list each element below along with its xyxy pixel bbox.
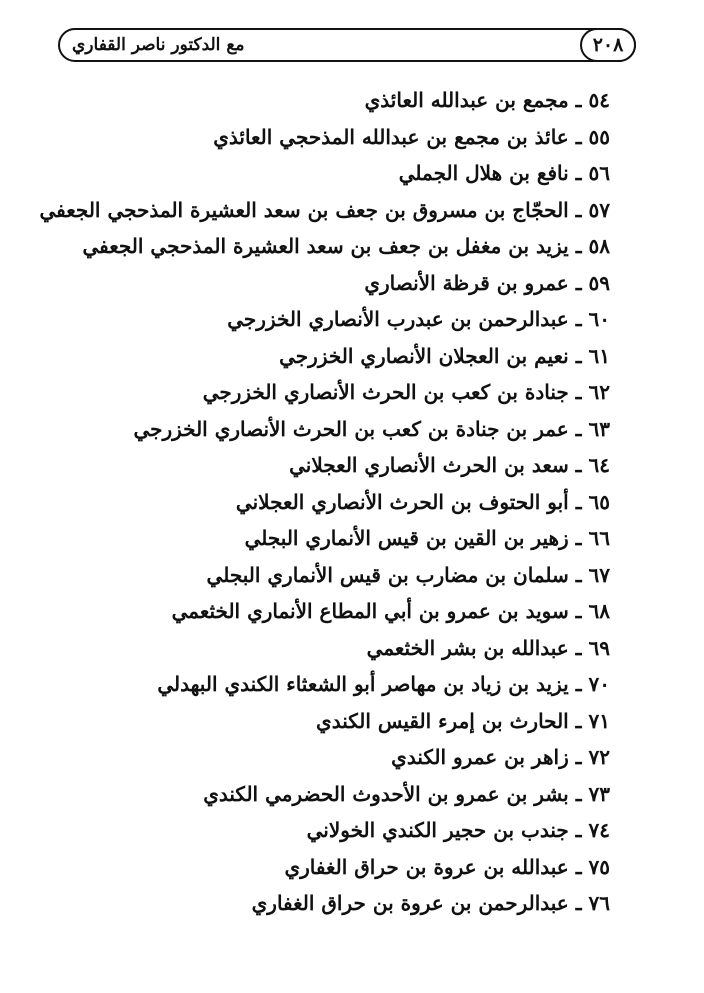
list-item: ٦٧ ـ سلمان بن مضارب بن قيس الأنماري البجلي [206,562,610,587]
list-item: ٥٥ ـ عائذ بن مجمع بن عبدالله المذحجي العائذي [213,124,610,149]
page-number-badge: ٢٠٨ [580,28,636,62]
list-item: ٥٩ ـ عمرو بن قرظة الأنصاري [364,270,610,295]
page-header [58,28,636,62]
running-title: مع الدكتور ناصر القفاري [72,34,245,55]
list-item: ٥٦ ـ نافع بن هلال الجملي [398,161,610,185]
list-item: ٦٠ ـ عبدالرحمن بن عبدرب الأنصاري الخزرجي [227,307,610,331]
list-item: ٦٦ ـ زهير بن القين بن قيس الأنماري البجلي [244,526,610,550]
list-item: ٦٨ ـ سويد بن عمرو بن أبي المطاع الأنماري الخثعمي [171,599,610,623]
list-item: ٦٤ ـ سعد بن الحرث الأنصاري العجلاني [289,453,610,477]
list-item: ٥٨ ـ يزيد بن مغفل بن جعف بن سعد العشيرة المذحجي الجعفي [82,234,610,258]
list-item: ٦٩ ـ عبدالله بن بشر الخثعمي [366,635,610,660]
list-item: ٧٤ ـ جندب بن حجير الكندي الخولاني [306,818,610,842]
list-item: ٦٥ ـ أبو الحتوف بن الحرث الأنصاري العجلاني [235,489,610,514]
list-item: ٥٧ ـ الحجّاج بن مسروق بن جعف بن سعد العشيرة المذحجي الجعفي [39,197,610,222]
list-item: ٧٥ ـ عبدالله بن عروة بن حراق الغفاري [284,854,610,879]
list-item: ٧١ ـ الحارث بن إمرء القيس الكندي [316,708,610,733]
list-item: ٥٤ ـ مجمع بن عبدالله العائذي [364,88,610,112]
list-item: ٧٦ ـ عبدالرحمن بن عروة بن حراق الغفاري [251,891,610,915]
list-item: ٦١ ـ نعيم بن العجلان الأنصاري الخزرجي [279,343,610,368]
list-item: ٧٢ ـ زاهر بن عمرو الكندي [391,745,610,769]
list-item: ٦٣ ـ عمر بن جنادة بن كعب بن الحرث الأنصاري الخزرجي [133,416,610,441]
list-item: ٧٠ ـ يزيد بن زياد بن مهاصر أبو الشعثاء الكندي البهدلي [157,672,610,696]
list-item: ٦٢ ـ جنادة بن كعب بن الحرث الأنصاري الخزرجي [202,380,610,404]
list-item: ٧٣ ـ بشر بن عمرو بن الأحدوث الحضرمي الكندي [203,781,610,806]
names-list [39,82,610,922]
